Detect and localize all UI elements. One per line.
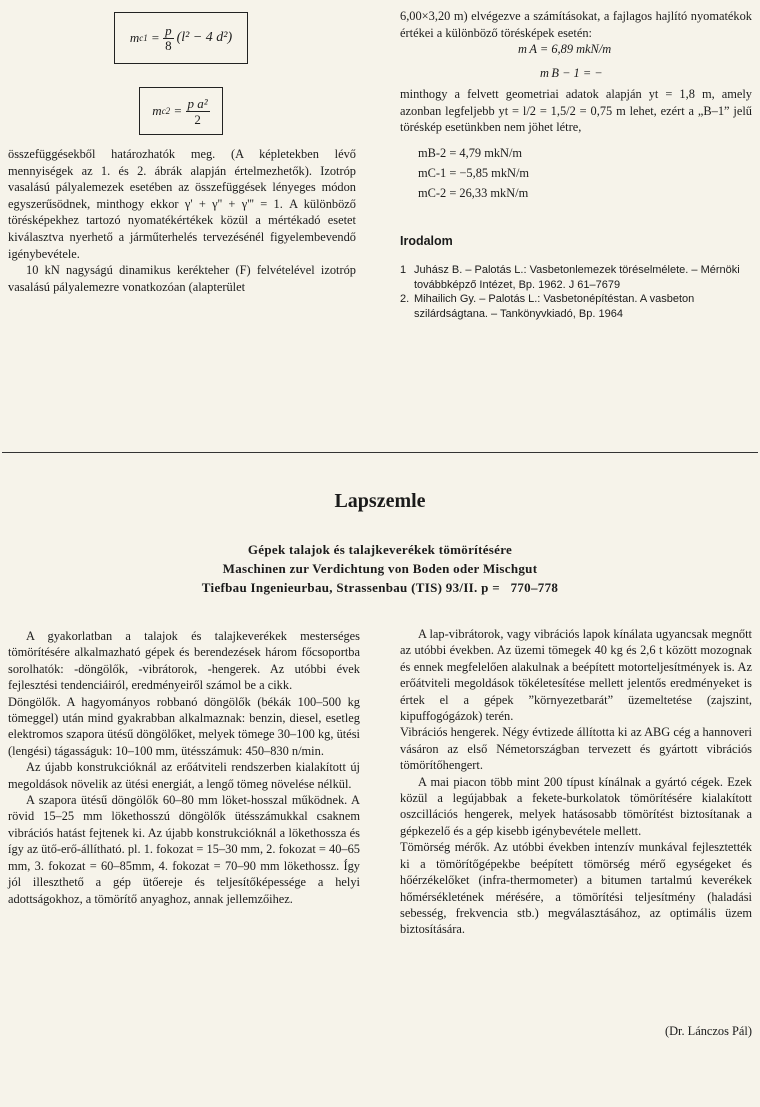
paragraph: 10 kN nagyságú dinamikus kerékteher (F) felvételével izotróp vasalású pályalemezre vonatkozóan (alapterület (8, 263, 356, 294)
reference-item (400, 263, 756, 292)
reference-item (400, 292, 756, 321)
section-divider (2, 452, 758, 453)
section-title: Lapszemle (334, 490, 426, 512)
paragraph: Tömörség mérők. Az utóbbi években intenzív munkával fejlesztették ki a tömörítőgépekbe beépített tömörség mérő egységeket és hőérzékelőket (infra-thermometer) a bitumen tartalmú keverékek hőmérsékletének mérésére, a tömörítési teljesítmény (haladási sebesség, frekvencia stb.) megválasztásához, az optimális üzem biztosítására. (400, 840, 752, 937)
review-left-column (8, 628, 360, 907)
reference-number: 2. (400, 293, 410, 305)
review-source: Tiefbau Ingenieurbau, Strassenbau (TIS) 93/II. p = 770–778 (201, 580, 559, 595)
paragraph: Vibrációs hengerek. Négy évtizede állította ki az ABG cég a hannoveri vásáron az első Németországban tervezett és gyártott vibrációs tömörítőhengert. (400, 725, 752, 773)
formula-mc1 (114, 12, 248, 64)
references-heading: Irodalom (400, 234, 453, 248)
review-right-column (400, 626, 752, 938)
formula-mc1-num: p (165, 22, 172, 38)
formula-mc1-sub: c1 (139, 33, 148, 43)
formula-equals: = (151, 30, 160, 45)
formula-mc1-den: 8 (165, 37, 172, 53)
right-top-text (400, 8, 752, 41)
paragraph: Az újabb konstrukcióknál az erőátviteli rendszerben kialakított új megoldások növelik az ütési energiát, a lengő tömeg növelése nélkül. (8, 760, 360, 791)
formula-mc2-fraction (186, 96, 210, 127)
formula-mc1-paren: (l² − 4 d²) (176, 30, 233, 45)
paragraph: A gyakorlatban a talajok és talajkeverékek mesterséges tömörítésére alkalmazható gépek és berendezések három főcsoportba sorolhatók: -döngölők, -vibrátorok, -hengerek. Az utóbbi évek fejlesztési tendenciáiról, eredményeiről számol be a cikk. (8, 629, 360, 693)
equation-mB2: mB-2 = 4,79 mkN/m (418, 146, 523, 160)
paragraph: minthogy a felvett geometriai adatok alapján yt = 1,8 m, amely azonban legfeljebb yt = l/2 = 1,5/2 = 0,75 m lehet, ezért a „B–1” jelű töréskép esetünkben nem jöhet létre, (400, 87, 752, 135)
formula-mc2-num: p a² (187, 95, 208, 111)
references-list (400, 263, 756, 321)
review-title-hu: Gépek talajok és talajkeverékek tömörítésére (247, 542, 513, 557)
formula-mc2-sub: c2 (161, 106, 171, 116)
review-title-de: Maschinen zur Verdichtung von Boden oder Mischgut (222, 561, 538, 576)
paragraph: A szapora ütésű döngölők 60–80 mm löket-hosszal működnek. A rövid 15–25 mm lökethosszú döngölők ütésszámukkal csaknem vibrációs hatást fejtenek ki. Az újabb konstrukcióknál a lökethossza és így az ütő-erő-állítható. pl. 1. fokozat = 15–30 mm, 2. fokozat = 40–65 mm, 3. fokozat = 60–85mm, 4. fokozat = 70–90 mm lökethossz. Így jól illeszthető a gép ütőereje és teljesítőképessége a helyi adottságokhoz, a tömörítő anyaghoz, annak jellemzőihez. (8, 793, 360, 906)
formula-equals: = (174, 103, 182, 118)
paragraph: A mai piacon több mint 200 típust kínálnak a gyártó cégek. Ezek közül a legújabbak a fekete-burkolatok tömörítésére kialakított oszcillációs hengerek, melyek hatásosabb tömörítést biztosítanak a gépkezelő és a gép kisebb igénybevétele mellett. (400, 774, 752, 838)
formula-mc2 (139, 87, 223, 135)
right-top-text-2 (400, 86, 752, 136)
equation-mA: m A = 6,89 mkN/m (518, 42, 612, 56)
reference-text: Mihailich Gy. – Palotás L.: Vasbetonépítéstan. A vasbeton szilárdságtana. – Tankönyvkiadó, Bp. 1964 (414, 293, 695, 320)
paragraph: A lap-vibrátorok, vagy vibrációs lapok kínálata ugyancsak megnőtt az utóbbi években. Az üzemi tömegek 40 kg és 2,6 t között mozognak és ennek megfelelően alakulnak a beépített motorteljesítmények is. Az erőátviteli megoldások tökéletesítése mellett jelentős eredményeket is értek el a gépek ”környezetbarát” üzemeltetése (zajszint, kipuffogógázok) terén. (400, 627, 752, 724)
equation-mB1: m B − 1 = − (540, 66, 603, 80)
formula-mc1-lhs: m (129, 30, 140, 45)
reference-text: Juhász B. – Palotás L.: Vasbetonlemezek töréselmélete. – Mérnöki továbbképző Intézet, Bp. 1962. J 61–7679 (414, 264, 740, 291)
paragraph: összefüggésekből határozhatók meg. (A képletekben lévő mennyiségek az 1. és 2. ábrák alapján értelmezhetők). Izotróp vasalású pályalemezek esetében az összefüggések lényeges módon egyszerűsödnek, minthogy ekkor γ' + γ'' + γ''' = 1. A különböző törésképekhez tartozó nyomatékértékek közül a mértékadó esetet kiválasztva nyerhető a járműterhelés tervezésénél figyelembevendő igénybevétele. (8, 147, 356, 261)
formula-mc2-den: 2 (194, 111, 201, 127)
equation-mC1: mC-1 = −5,85 mkN/m (418, 166, 530, 180)
equation-mC2: mC-2 = 26,33 mkN/m (418, 186, 529, 200)
reference-number: 1 (400, 264, 407, 276)
left-top-text (8, 146, 356, 295)
review-author: (Dr. Lánczos Pál) (664, 1024, 752, 1038)
paragraph: 6,00×3,20 m) elvégezve a számításokat, a fajlagos hajlító nyomatékok értékei a különböző törésképek esetén: (400, 9, 752, 40)
paragraph: Döngölők. A hagyományos robbanó döngölők (békák 100–500 kg tömeggel) után mind gyakrabban alkalmaznak: benzin, diesel, esetleg elektromos szapora ütésű döngölőket, melyek tömege 30–100 kg, ütési (lengési) tágasságuk: 10–100 mm, ütésszámuk: 450–830 n/min. (8, 694, 360, 758)
formula-mc2-lhs: m (152, 103, 162, 118)
formula-mc1-fraction (163, 24, 174, 53)
